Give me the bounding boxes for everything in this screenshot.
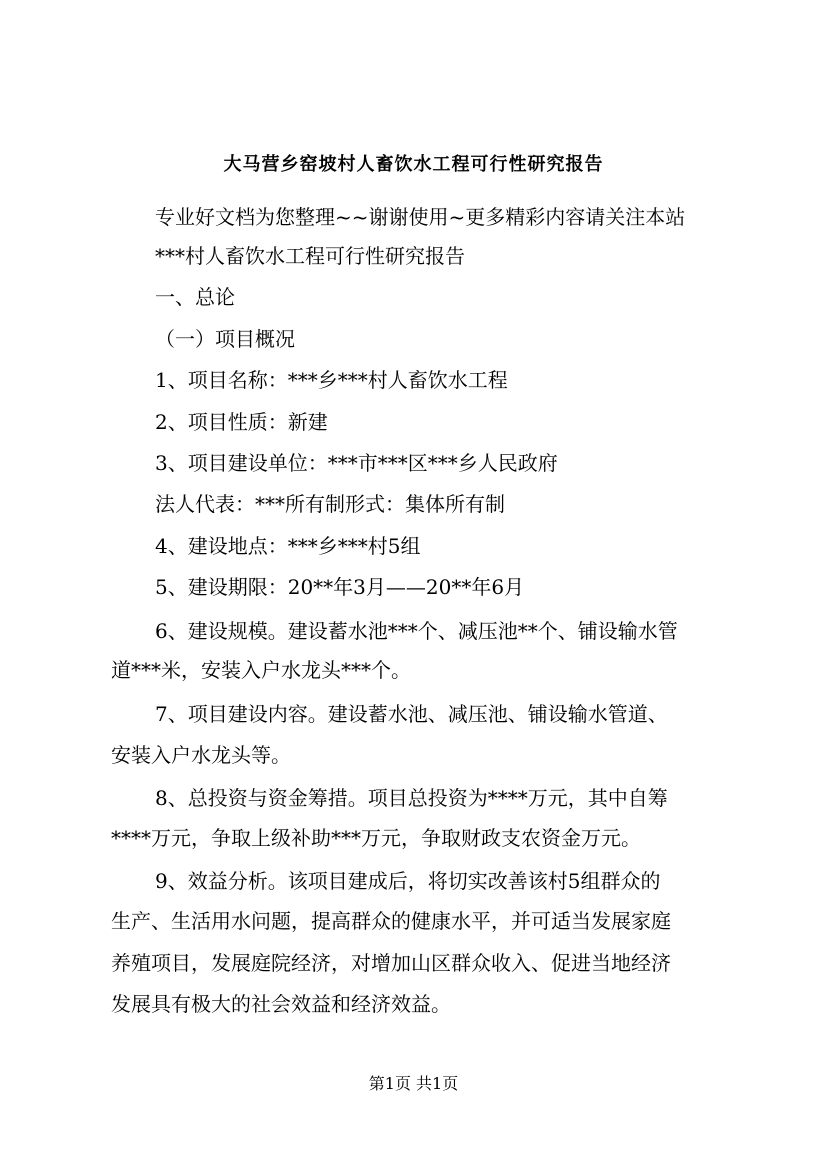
paragraph-line: 1、项目名称：***乡***村人畜饮水工程	[155, 368, 508, 392]
page-number-footer: 第1页 共1页	[368, 1074, 459, 1093]
paragraph-line: 5、建设期限：20**年3月——20**年6月	[155, 575, 525, 599]
paragraph-line: 4、建设地点：***乡***村5组	[155, 534, 421, 558]
section-heading: 一、总论	[155, 285, 235, 309]
paragraph-line: 9、效益分析。该项目建成后，将切实改善该村5组群众的	[155, 869, 661, 893]
subsection-heading: （一）项目概况	[155, 327, 295, 351]
paragraph-line: 道***米，安装入户水龙头***个。	[111, 658, 411, 682]
paragraph-line: 生产、生活用水问题，提高群众的健康水平，并可适当发展家庭	[111, 909, 671, 933]
paragraph-line: 6、建设规模。建设蓄水池***个、减压池**个、铺设输水管	[155, 619, 678, 643]
paragraph-line: 2、项目性质：新建	[155, 410, 328, 434]
paragraph-line: 8、总投资与资金筹措。项目总投资为****万元，其中自筹	[155, 786, 668, 810]
paragraph-line: 安装入户水龙头等。	[111, 743, 291, 767]
paragraph-line: ****万元，争取上级补助***万元，争取财政支农资金万元。	[111, 826, 641, 850]
paragraph-line: 发展具有极大的社会效益和经济效益。	[111, 992, 451, 1016]
paragraph-line: 7、项目建设内容。建设蓄水池、减压池、铺设输水管道、	[155, 702, 668, 726]
document-title: 大马营乡窑坡村人畜饮水工程可行性研究报告	[223, 154, 604, 175]
paragraph-line: 3、项目建设单位：***市***区***乡人民政府	[155, 451, 558, 475]
report-subtitle: ***村人畜饮水工程可行性研究报告	[155, 244, 465, 268]
paragraph-line: 养殖项目，发展庭院经济，对增加山区群众收入、促进当地经济	[111, 951, 671, 975]
paragraph-line: 法人代表：***所有制形式：集体所有制	[155, 492, 505, 516]
intro-line: 专业好文档为您整理~~谢谢使用~更多精彩内容请关注本站	[155, 205, 686, 229]
